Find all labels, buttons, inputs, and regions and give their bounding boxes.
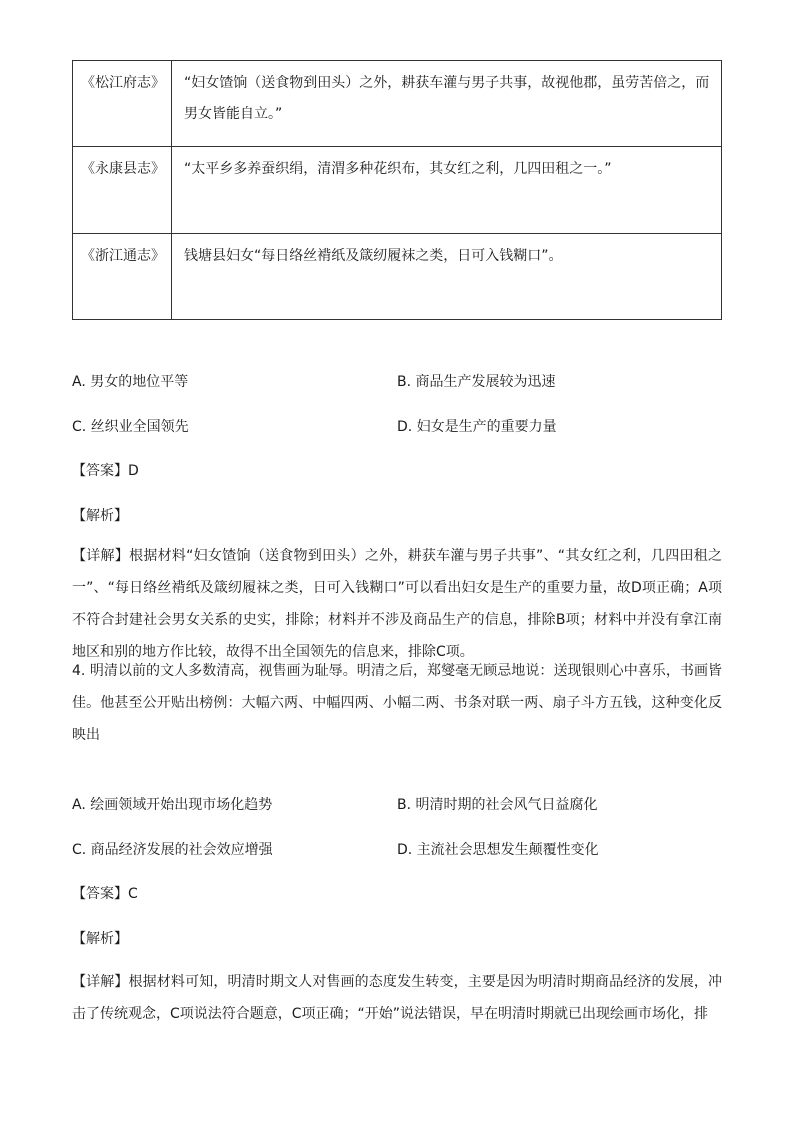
q4-option-b: B. 明清时期的社会风气日益腐化 [397, 797, 598, 813]
table-row [73, 61, 722, 147]
q3-answer: 【答案】D [72, 463, 139, 479]
q4-option-a: A. 绘画领域开始出现市场化趋势 [72, 797, 273, 813]
table-row [73, 147, 722, 234]
quote-cell: “太平乡多养蚕织绢，清渭多种花织布，其女红之利，几四田租之一。” [172, 147, 722, 234]
q3-option-d: D. 妇女是生产的重要力量 [397, 419, 557, 435]
q3-option-c: C. 丝织业全国领先 [72, 419, 189, 435]
source-cell: 《松江府志》 [73, 61, 172, 147]
q4-analysis-label: 【解析】 [72, 931, 128, 947]
q3-option-a: A. 男女的地位平等 [72, 374, 189, 390]
q4-answer: 【答案】C [72, 886, 138, 902]
q4-option-d: D. 主流社会思想发生颠覆性变化 [397, 842, 599, 858]
q3-analysis-label: 【解析】 [72, 508, 128, 524]
q3-detail: 【详解】根据材料“妇女馇饷（送食物到田头）之外，耕获车灌与男子共事”、“其女红之利，几四田租之一”、“每日络丝褙纸及箴纫履袜之类，日可入钱糊口”可以看出妇女是生产的重要力量，故D项正确；A项不符合封建社会男女关系的史实，排除；材料并不涉及商品生产的信息，排除B项；材料中并没有拿江南地区和别的地方作比较，故得不出全国领先的信息来，排除C项。 [72, 548, 722, 660]
table-row [73, 234, 722, 320]
quote-cell: 钱塘县妇女“每日络丝褙纸及箴纫履袜之类，日可入钱糊口”。 [172, 234, 722, 320]
source-material-table [72, 60, 722, 320]
source-cell: 《永康县志》 [73, 147, 172, 234]
quote-cell: “妇女馇饷（送食物到田头）之外，耕获车灌与男子共事，故视他郡，虽劳苦倍之，而男女皆能自立。” [172, 61, 722, 147]
q4-stem: 4. 明清以前的文人多数清高，视售画为耻辱。明清之后，郑燮毫无顾忌地说：送现银则心中喜乐，书画皆佳。他甚至公开贴出榜例：大幅六两、中幅四两、小幅二两、书条对联一两、扇子斗方五钱，这种变化反映出 [72, 663, 722, 743]
q4-option-c: C. 商品经济发展的社会效应增强 [72, 842, 273, 858]
q3-option-b: B. 商品生产发展较为迅速 [397, 374, 556, 390]
source-cell: 《浙江通志》 [73, 234, 172, 320]
q4-detail: 【详解】根据材料可知，明清时期文人对售画的态度发生转变，主要是因为明清时期商品经济的发展，冲击了传统观念，C项说法符合题意，C项正确；“开始”说法错误，早在明清时期就已出现绘画市场化，排 [72, 974, 722, 1022]
